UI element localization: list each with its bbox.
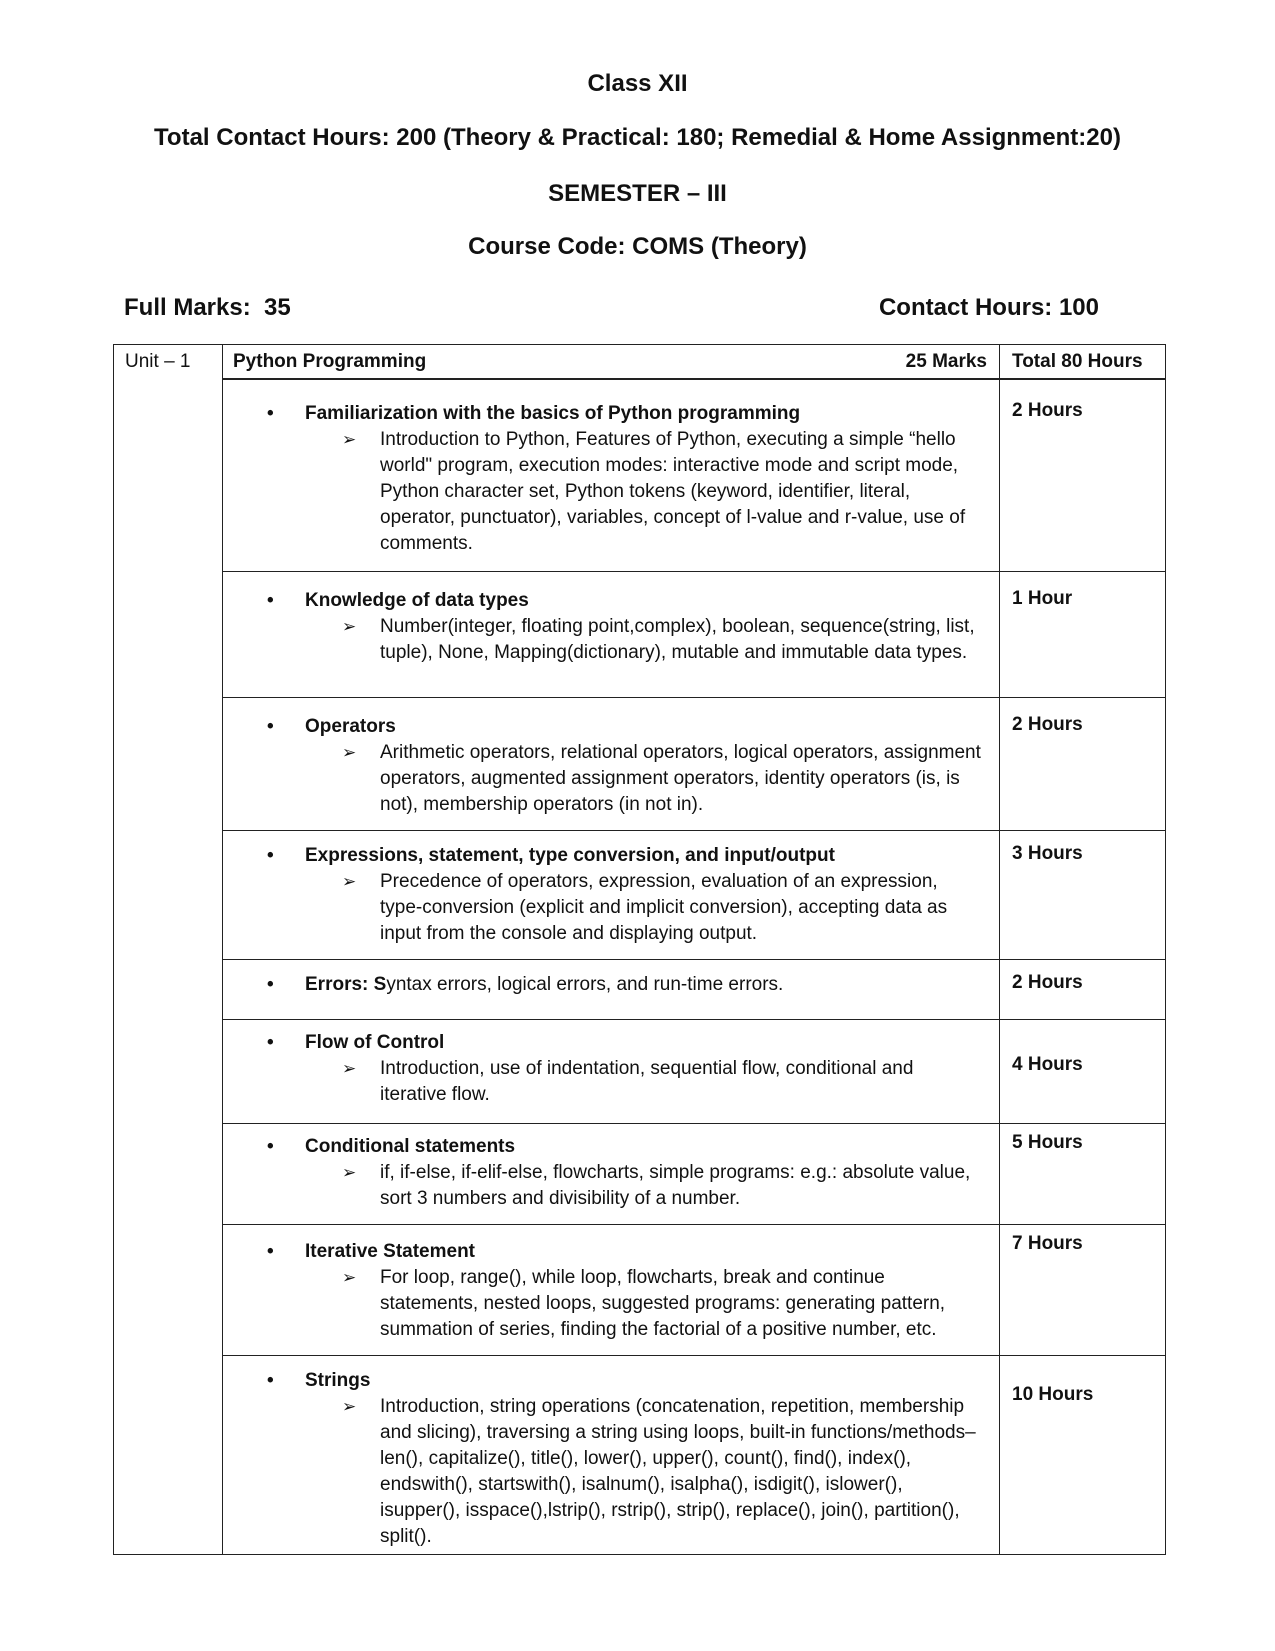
topic-cell xyxy=(223,960,1000,1020)
unit-col-blank xyxy=(114,1225,223,1356)
topic-title: • Operators xyxy=(223,714,999,740)
topic-cell xyxy=(223,1356,1000,1555)
topic-hours: 2 Hours xyxy=(1000,960,1166,1020)
topic-detail: ➢ For loop, range(), while loop, flowcharts, break and continue statements, nested loops, suggested programs: generating pattern, summation of series, finding the factorial of a positive number, etc. xyxy=(342,1267,946,1340)
topic-row xyxy=(114,379,1166,572)
topic-row xyxy=(114,572,1166,698)
topic-title: • Familiarization with the basics of Python programming xyxy=(223,401,999,427)
arrow-bullet-icon: ➢ xyxy=(342,617,357,636)
topic-hours: 4 Hours xyxy=(1000,1020,1166,1124)
topic-cell xyxy=(223,572,1000,698)
topic-detail: ➢ Introduction to Python, Features of Python, executing a simple “hello world" program, execution modes: interactive mode and script mode, Python character set, Python tokens (keyword, identifier, literal, operator, punctuator), variables, concept of l-value and r-value, use of comments. xyxy=(342,429,966,554)
unit-hours: Total 80 Hours xyxy=(1000,345,1166,380)
topic-row xyxy=(114,960,1166,1020)
topic-title: • Errors: Syntax errors, logical errors, and run-time errors. xyxy=(223,972,999,998)
topic-row xyxy=(114,1225,1166,1356)
arrow-bullet-icon: ➢ xyxy=(342,1163,357,1182)
topic-cell xyxy=(223,1225,1000,1356)
topic-cell xyxy=(223,1124,1000,1225)
bullet-dot-icon: • xyxy=(267,1136,274,1157)
topic-detail: ➢ Arithmetic operators, relational operators, logical operators, assignment operators, augmented assignment operators, identity operators (is, is not), membership operators (in not in). xyxy=(342,742,981,815)
topic-cell xyxy=(223,698,1000,831)
unit-col-blank xyxy=(114,698,223,831)
topic-row xyxy=(114,1020,1166,1124)
topic-row xyxy=(114,1124,1166,1225)
topic-detail: ➢ Precedence of operators, expression, evaluation of an expression, type-conversion (explicit and implicit conversion), accepting data as input from the console and displaying output. xyxy=(342,871,948,944)
unit-title: Python Programming xyxy=(233,350,427,372)
arrow-bullet-icon: ➢ xyxy=(342,872,357,891)
unit-header-row xyxy=(114,345,1166,380)
topic-row xyxy=(114,1356,1166,1555)
topic-title: • Iterative Statement xyxy=(223,1239,999,1265)
unit-title-cell xyxy=(223,345,1000,380)
bullet-dot-icon: • xyxy=(267,1032,274,1053)
topic-hours: 1 Hour xyxy=(1000,572,1166,698)
semester-title: SEMESTER – III xyxy=(548,180,727,207)
arrow-bullet-icon: ➢ xyxy=(342,430,357,449)
topic-hours: 10 Hours xyxy=(1000,1356,1166,1555)
bullet-dot-icon: • xyxy=(267,716,274,737)
bullet-dot-icon: • xyxy=(267,403,274,424)
topic-hours: 3 Hours xyxy=(1000,831,1166,960)
class-title: Class XII xyxy=(587,70,688,97)
arrow-bullet-icon: ➢ xyxy=(342,743,357,762)
unit-label: Unit – 1 xyxy=(114,345,223,380)
bullet-dot-icon: • xyxy=(267,845,274,866)
topic-title: • Conditional statements xyxy=(223,1134,999,1160)
arrow-bullet-icon: ➢ xyxy=(342,1059,357,1078)
syllabus-table xyxy=(113,344,1166,1555)
contact-hours: Contact Hours: 100 xyxy=(878,294,1099,321)
topic-title: • Expressions, statement, type conversion, and input/output xyxy=(223,843,999,869)
bullet-dot-icon: • xyxy=(267,974,274,995)
topic-title: • Strings xyxy=(223,1368,999,1394)
topic-detail: ➢ if, if-else, if-elif-else, flowcharts, simple programs: e.g.: absolute value, sort 3 numbers and divisibility of a number. xyxy=(342,1162,971,1209)
arrow-bullet-icon: ➢ xyxy=(342,1268,357,1287)
unit-col-blank xyxy=(114,831,223,960)
topic-hours: 7 Hours xyxy=(1000,1225,1166,1356)
unit-col-blank xyxy=(114,1356,223,1555)
course-code: Course Code: COMS (Theory) xyxy=(468,233,807,260)
topic-detail: ➢ Introduction, use of indentation, sequential flow, conditional and iterative flow. xyxy=(342,1058,914,1105)
unit-marks: 25 Marks xyxy=(905,350,987,372)
unit-col-blank xyxy=(114,572,223,698)
topic-detail: ➢ Introduction, string operations (concatenation, repetition, membership and slicing), traversing a string using loops, built-in functions/methods–len(), capitalize(), title(), lower(), upper(), count(), find(), index(), endswith(), startswith(), isalnum(), isalpha(), isdigit(), islower(), isupper(), isspace(),lstrip(), rstrip(), strip(), replace(), join(), partition(), split(). xyxy=(342,1396,976,1547)
topic-hours: 5 Hours xyxy=(1000,1124,1166,1225)
unit-col-blank xyxy=(114,960,223,1020)
bullet-dot-icon: • xyxy=(267,1241,274,1262)
topic-cell xyxy=(223,379,1000,572)
topic-row xyxy=(114,831,1166,960)
topic-row xyxy=(114,698,1166,831)
unit-col-blank xyxy=(114,1020,223,1124)
total-contact-hours: Total Contact Hours: 200 (Theory & Practical: 180; Remedial & Home Assignment:20) xyxy=(154,124,1121,151)
unit-col-blank xyxy=(114,1124,223,1225)
arrow-bullet-icon: ➢ xyxy=(342,1397,357,1416)
topic-title: • Flow of Control xyxy=(223,1030,999,1056)
topic-cell xyxy=(223,831,1000,960)
topic-hours: 2 Hours xyxy=(1000,698,1166,831)
topic-hours: 2 Hours xyxy=(1000,379,1166,572)
topic-detail: ➢ Number(integer, floating point,complex), boolean, sequence(string, list, tuple), None, Mapping(dictionary), mutable and immutable data types. xyxy=(342,616,975,663)
bullet-dot-icon: • xyxy=(267,1370,274,1391)
topic-title: • Knowledge of data types xyxy=(223,588,999,614)
full-marks: Full Marks: 35 xyxy=(124,294,291,321)
bullet-dot-icon: • xyxy=(267,590,274,611)
topic-cell xyxy=(223,1020,1000,1124)
unit-col-blank xyxy=(114,379,223,572)
